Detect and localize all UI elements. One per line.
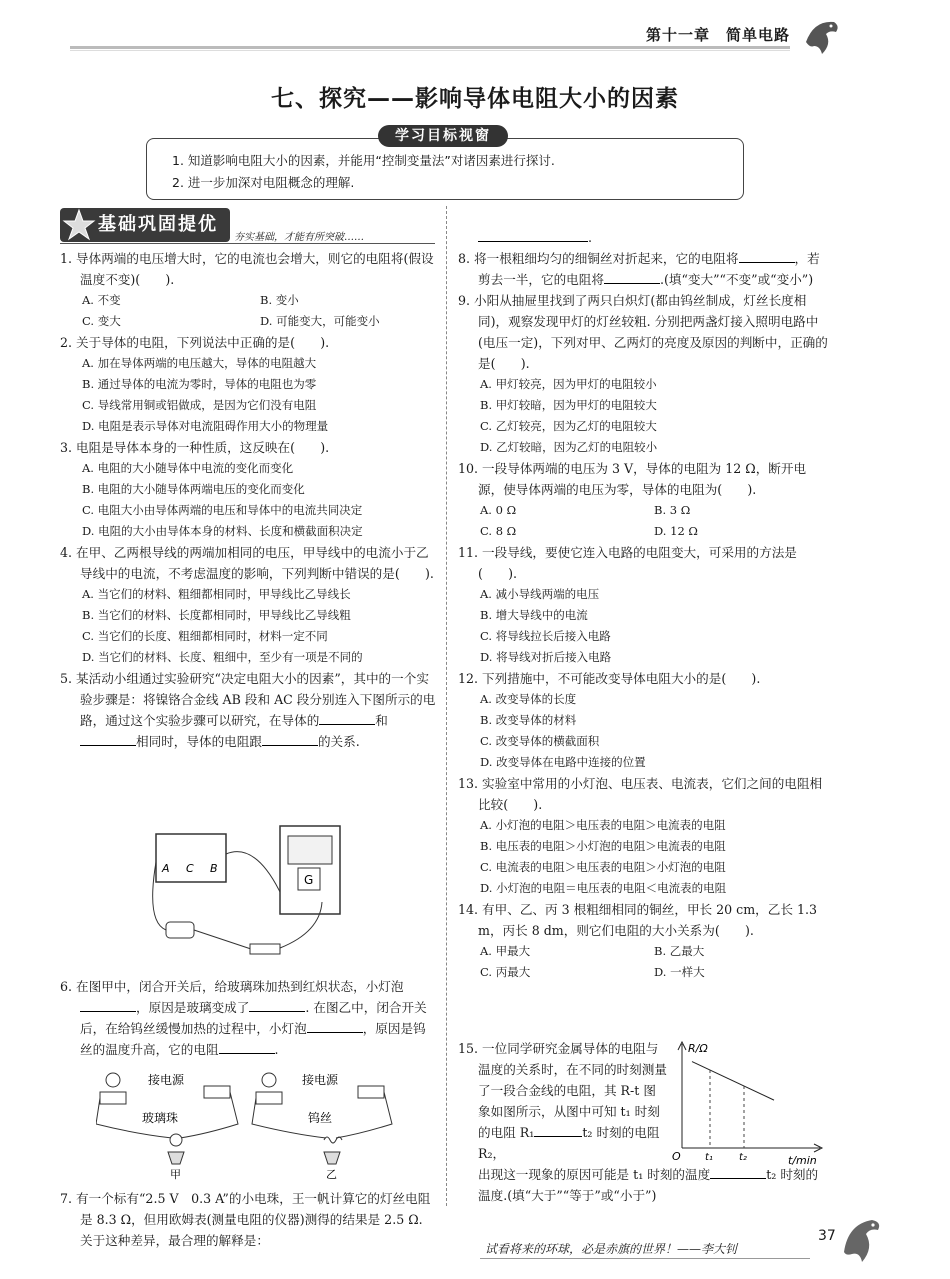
dolphin-icon (800, 12, 844, 60)
answer-blank[interactable] (710, 1164, 766, 1179)
y-label: R/Ω (688, 1042, 708, 1055)
option: D. 一样大 (654, 965, 705, 979)
option: B. 变小 (260, 293, 299, 307)
right-column (458, 206, 828, 983)
x-tick-label: t₂ (739, 1152, 747, 1163)
option: A. 不变 (82, 293, 121, 307)
option: D. 当它们的材料、长度、粗细中，至少有一项是不同的 (82, 650, 363, 664)
option: D. 将导线对折后接入电路 (480, 650, 612, 664)
question-2: 2. 关于导体的电阻，下列说法中正确的是( ). (60, 335, 330, 350)
switch (358, 1086, 384, 1098)
option: B. 电阻的大小随导体两端电压的变化而变化 (82, 482, 305, 496)
figure-jia (96, 1072, 238, 1181)
label-b: B (210, 862, 218, 875)
question-10: 10. 一段导体两端的电压为 3 V，导体的电阻为 12 Ω，断开电源，使导体两端的电压为零，导体的电阻为( ). (458, 461, 807, 497)
battery (166, 922, 194, 938)
question-1: 1. 导体两端的电压增大时，它的电流也会增大，则它的电阻将(假设温度不变)( ). (60, 251, 434, 287)
x-tick-label: t₁ (705, 1152, 713, 1163)
option: D. 12 Ω (654, 524, 698, 538)
question-8: 8. 将一根粗细均匀的细铜丝对折起来，它的电阻将 ，若剪去一半，它的电阻将 .(填“变大”“不变”或“变小”) (458, 248, 828, 290)
bulb (106, 1073, 120, 1087)
section-title: 基础巩固提优 (60, 208, 230, 242)
option: C. 变大 (82, 314, 121, 328)
option: A. 甲最大 (480, 944, 531, 958)
option: A. 0 Ω (480, 503, 517, 517)
power-label: 接电源 (302, 1073, 339, 1087)
option: C. 丙最大 (480, 965, 531, 979)
option: A. 小灯泡的电阻＞电压表的电阻＞电流表的电阻 (480, 818, 726, 832)
answer-blank[interactable] (319, 710, 375, 725)
option: B. 甲灯较暗，因为甲灯的电阻较大 (480, 398, 657, 412)
left-column-2 (60, 976, 438, 1060)
option: D. 改变导体在电路中连接的位置 (480, 755, 646, 769)
tungsten-label: 钨丝 (308, 1111, 333, 1125)
question-13: 13. 实验室中常用的小灯泡、电压表、电流表，它们之间的电阻相比较( ). (458, 776, 823, 812)
option: C. 改变导体的横截面积 (480, 734, 600, 748)
question-4: 4. 在甲、乙两根导线的两端加相同的电压，甲导线中的电流小于乙导线中的电流，不考虑温度的影响，下列判断中错误的是( ). (60, 545, 434, 581)
glass-bead-label: 玻璃珠 (142, 1111, 179, 1125)
question-11: 11. 一段导线，要使它连入电路的电阻变大，可采用的方法是( ). (458, 545, 797, 581)
option: B. 3 Ω (654, 503, 691, 517)
starfish-icon (62, 208, 96, 242)
option: C. 电流表的电阻＞电压表的电阻＞小灯泡的电阻 (480, 860, 726, 874)
page-number: 37 (818, 1228, 836, 1244)
option: C. 8 Ω (480, 524, 517, 538)
page-title: 七、探究——影响导体电阻大小的因素 (271, 86, 679, 112)
option: D. 可能变大，可能变小 (260, 314, 380, 328)
galvanometer-label: G (304, 873, 314, 887)
answer-blank[interactable] (307, 1018, 363, 1033)
bulb (262, 1073, 276, 1087)
glass-bead (170, 1134, 182, 1146)
question-15: 15. 一位同学研究金属导体的电阻与温度的关系时，在不同的时刻测量了一段合金线的电阻，其 R-t 图象如图所示，从图中可知 t₁ 时刻的电阻 R₁ t₂ 时刻的电阻 R₂， (458, 1041, 667, 1161)
label-c: C (186, 862, 194, 875)
question-12: 12. 下列措施中，不可能改变导体电阻大小的是( ). (458, 671, 761, 686)
x-label: t/min (788, 1154, 817, 1166)
option: B. 当它们的材料、长度都相同时，甲导线比乙导线粗 (82, 608, 351, 622)
option: A. 加在导体两端的电压越大，导体的电阻越大 (82, 356, 317, 370)
series-line (692, 1062, 774, 1101)
section-subtitle: 夯实基础，才能有所突破…… (234, 232, 364, 243)
circuit-figure-6 (96, 1064, 396, 1182)
galvanometer-dial (288, 836, 332, 864)
option: B. 改变导体的材料 (480, 713, 577, 727)
section-rule (60, 243, 435, 244)
answer-blank[interactable] (249, 997, 305, 1012)
answer-blank[interactable] (604, 269, 660, 284)
answer-blank[interactable] (219, 1039, 275, 1054)
option: D. 乙灯较暗，因为乙灯的电阻较小 (480, 440, 658, 454)
circuit-figure-5 (150, 822, 350, 972)
option: C. 乙灯较亮，因为乙灯的电阻较大 (480, 419, 657, 433)
goal-item: 2. 进一步加深对电阻概念的理解. (172, 175, 355, 190)
answer-blank[interactable] (478, 227, 588, 242)
option: A. 改变导体的长度 (480, 692, 577, 706)
power-label: 接电源 (148, 1073, 185, 1087)
figure-label: 甲 (170, 1168, 181, 1181)
option: A. 电阻的大小随导体中电流的变化而变化 (82, 461, 294, 475)
switch (204, 1086, 230, 1098)
answer-blank[interactable] (80, 997, 136, 1012)
option: C. 导线常用铜或铝做成，是因为它们没有电阻 (82, 398, 317, 412)
option: A. 减小导线两端的电压 (480, 587, 600, 601)
burner (324, 1152, 340, 1164)
option: B. 通过导体的电流为零时，导体的电阻也为零 (82, 377, 317, 391)
origin-label: O (672, 1150, 681, 1163)
option: B. 增大导线中的电流 (480, 608, 588, 622)
wire (194, 930, 254, 950)
question-15-continued: 出现这一现象的原因可能是 t₁ 时刻的温度 t₂ 时刻的温度.(填“大于”“等于”或“小于”) (478, 1164, 828, 1206)
option: D. 电阻的大小由导体本身的材料、长度和横截面积决定 (82, 524, 363, 538)
answer-blank[interactable] (739, 248, 795, 263)
answer-blank[interactable] (80, 731, 136, 746)
figure-label: 乙 (326, 1168, 337, 1181)
goal-tag: 学习目标视窗 (378, 125, 508, 147)
footer-rule (480, 1258, 810, 1259)
column-divider (446, 206, 448, 1206)
answer-blank[interactable] (262, 731, 318, 746)
option: B. 乙最大 (654, 944, 705, 958)
burner (168, 1152, 184, 1164)
question-7: 7. 有一个标有“2.5 V 0.3 A”的小电珠，王一帆计算它的灯丝电阻是 8.3 Ω，但用欧姆表(测量电阻的仪器)测得的结果是 2.5 Ω. 关于这种差异，最合理的解释是： (60, 1191, 431, 1248)
question-6: 6. 在图甲中，闭合开关后，给玻璃珠加热到红炽状态，小灯泡，原因是玻璃变成了 . 在图乙中，闭合开关后，在给钨丝缓慢加热的过程中，小灯泡 ，原因是钨丝的温度升高，它的电阻 . (60, 979, 427, 1057)
answer-blank[interactable] (534, 1122, 582, 1137)
r-t-chart (670, 1036, 830, 1166)
question-5: 5. 某活动小组通过实验研究“决定电阻大小的因素”，其中的一个实验步骤是：将镍铬合金线 AB 段和 AC 段分别连入下图所示的电路，通过这个实验步骤可以研究，在导体的 和相同时，导体的电阻跟 的关系. (60, 671, 436, 749)
option: C. 电阻大小由导体两端的电压和导体中的电流共同决定 (82, 503, 363, 517)
wire (226, 852, 280, 892)
option: A. 当它们的材料、粗细都相同时，甲导线比乙导线长 (82, 587, 351, 601)
header-rule (70, 46, 790, 49)
chapter-title: 第十一章 简单电路 (645, 26, 790, 44)
figure-yi (252, 1072, 392, 1181)
question-9: 9. 小阳从抽屉里找到了两只白炽灯(都由钨丝制成，灯丝长度相同)，观察发现甲灯的灯丝较粗. 分别把两盏灯接入照明电路中(电压一定)，下列对甲、乙两灯的亮度及原因的判断中，正确的是( ). (458, 293, 828, 371)
dolphin-icon (838, 1212, 888, 1268)
left-column (60, 248, 438, 752)
option: C. 将导线拉长后接入电路 (480, 629, 611, 643)
goal-item: 1. 知道影响电阻大小的因素，并能用“控制变量法”对诸因素进行探讨. (172, 153, 555, 168)
question-3: 3. 电阻是导体本身的一种性质，这反映在( ). (60, 440, 330, 455)
option: A. 甲灯较亮，因为甲灯的电阻较小 (480, 377, 657, 391)
option: C. 当它们的长度、粗细都相同时，材料一定不同 (82, 629, 328, 643)
footer-quote: 试看将来的环球，必是赤旗的世界！——李大钊 (485, 1242, 738, 1256)
question-7-continued: . (458, 227, 828, 248)
option: D. 电阻是表示导体对电流阻碍作用大小的物理量 (82, 419, 329, 433)
header-rule-thin (70, 50, 790, 51)
option: D. 小灯泡的电阻＝电压表的电阻＜电流表的电阻 (480, 881, 727, 895)
label-a: A (162, 862, 170, 875)
option: B. 电压表的电阻＞小灯泡的电阻＞电流表的电阻 (480, 839, 726, 853)
question-14: 14. 有甲、乙、丙 3 根粗细相同的铜丝，甲长 20 cm，乙长 1.3 m，丙长 8 dm，则它们电阻的大小关系为( ). (458, 902, 817, 938)
left-column-3 (60, 1188, 438, 1251)
switch (250, 944, 280, 954)
